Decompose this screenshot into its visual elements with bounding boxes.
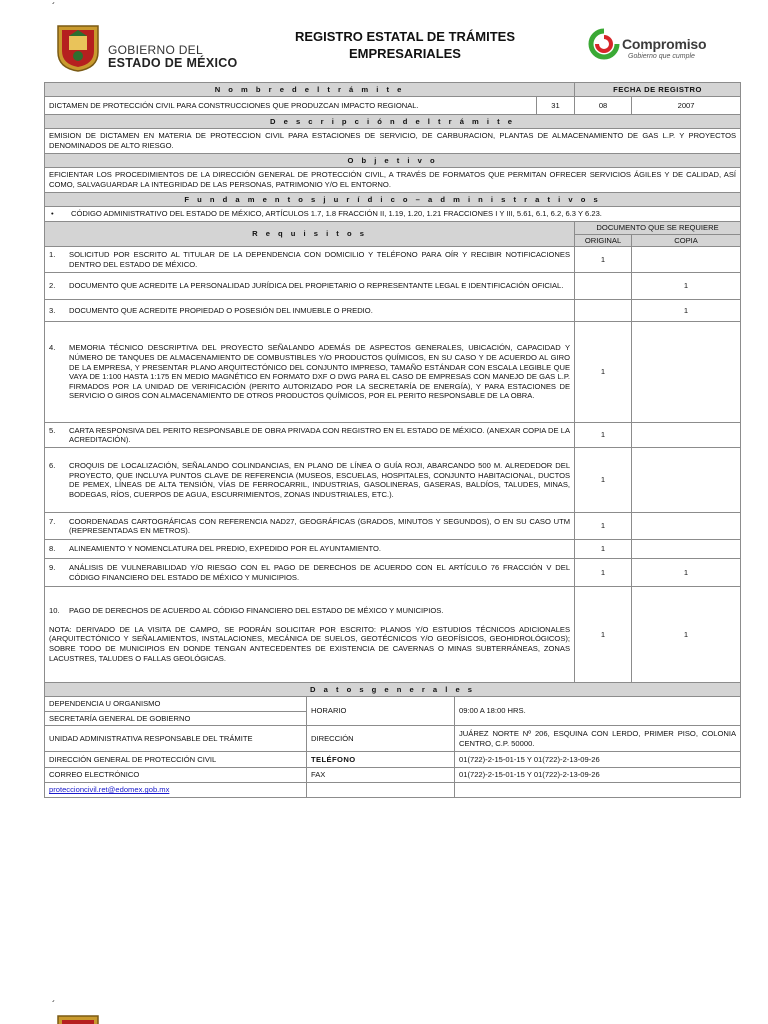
table-row [45,273,741,300]
admin-unit-label: UNIDAD ADMINISTRATIVA RESPONSABLE DEL TRÁMITE [45,726,307,752]
requirement-number: 4. [49,343,56,353]
empty-cell [307,783,455,798]
table-row [45,423,741,448]
column-original: ORIGINAL [575,234,632,247]
title-line-2: EMPRESARIALES [349,46,461,61]
objective-heading: O b j e t i v o [45,154,741,168]
requirement-text: MEMORIA TÉCNICO DESCRIPTIVA DEL PROYECTO SEÑALANDO ADEMÁS DE ASPECTOS GENERALES, UBICACIÓN, CAPACIDAD Y NÚMERO DE TANQUES DE ALMACENAMIENTO DE COMBUSTIBLES Y/O PRODUCTOS QUÍMICOS, EN SU CASO Y DE ACUERDO AL GIRO DE LA EMPRESA, Y PRESENTAR PLANO ARQUITECTÓNICO DEL CONJUNTO IMPRESO, TAMAÑO ESTÁNDAR CON ESCALA LEGIBLE QUE VAYA DE 1:100 HASTA 1:175 EN MEDIO MAGNÉTICO EN FORMATO DXF O DWG PARA EL CASO DE EMPRESAS CON MANEJO DE GAS L.P. FIRMADOS POR LA UNIDAD DE VERIFICACIÓN (PERITO AUTORIZADO POR LA SECRETARÍA DE ENERGÍA), Y PARA ESTACIONES DE SERVICIO O GIROS CON ALMACENAMIENTO DE OTROS PRODUCTOS QUÍMICOS, POR EL PERITO RESPONSABLE DE LA OBRA. [69,343,571,401]
requirement-number: 5. [49,425,56,435]
email-cell [45,783,307,798]
phone-label: TELÉFONO [307,752,455,768]
original-count: 1 [575,423,632,448]
brand-name: Compromiso [622,36,707,52]
document-title [250,28,560,62]
compromiso-logo-icon [588,28,620,60]
email-link[interactable]: proteccioncivil.ret@edomex.gob.mx [49,785,170,795]
address-label: DIRECCIÓN [307,726,455,752]
requirement-text: COORDENADAS CARTOGRÁFICAS CON REFERENCIA NAD27, GEOGRÁFICAS (GRADOS, MINUTOS Y SEGUNDOS), O EN SU CASO UTM (REPRESENTADAS EN METROS). [69,516,571,536]
registration-year: 2007 [632,97,741,115]
requirement-text: CARTA RESPONSIVA DEL PERITO RESPONSABLE DE OBRA PRIVADA CON REGISTRO EN EL ESTADO DE MÉXICO. (ANEXAR COPIA DE LA ACREDITACIÓN). [69,425,571,445]
original-count [575,300,632,322]
table-row [45,559,741,587]
description-heading: D e s c r i p c i ó n d e l t r á m i t e [45,115,741,129]
copy-count [632,540,741,559]
government-line-2: ESTADO DE MÉXICO [108,56,238,70]
fax-label: FAX [307,768,455,783]
requirement-number: 8. [49,544,56,554]
copy-count [632,322,741,423]
schedule-label: HORARIO [307,697,455,726]
agency-label: DEPENDENCIA U ORGANISMO [45,697,307,712]
registration-date-heading: FECHA DE REGISTRO [575,83,741,97]
requirements-heading: R e q u i s i t o s [45,222,575,247]
original-count: 1 [575,559,632,587]
column-copy: COPIA [632,234,741,247]
state-seal-icon-next-page [55,1012,101,1024]
original-count: 1 [575,587,632,683]
requirement-number: 9. [49,563,56,573]
original-count: 1 [575,448,632,513]
original-count: 1 [575,540,632,559]
address-value: JUÁREZ NORTE Nº 206, ESQUINA CON LERDO, PRIMER PISO, COLONIA CENTRO, C.P. 50000. [455,726,741,752]
copy-count [632,513,741,540]
requirement-number: 3. [49,305,56,315]
government-name [108,44,238,70]
copy-count [632,247,741,273]
original-count: 1 [575,322,632,423]
registration-day: 31 [537,97,575,115]
objective-text: EFICIENTAR LOS PROCEDIMIENTOS DE LA DIRECCIÓN GENERAL DE PROTECCIÓN CIVIL, A TRAVÉS DE FORMATOS QUE PERMITAN OFRECER SERVICIOS ÁGILES Y DE CALIDAD, ASÍ COMO, SALVAGUARDAR LA INTEGRIDAD DE LAS PERSONAS, PATRIMONIO Y/O EL ENTORNO. [45,168,741,193]
requirement-text: ALINEAMIENTO Y NOMENCLATURA DEL PREDIO, EXPEDIDO POR EL AYUNTAMIENTO. [69,544,381,554]
legal-basis-text: CÓDIGO ADMINISTRATIVO DEL ESTADO DE MÉXICO, ARTÍCULOS 1.7, 1.8 FRACCIÓN II, 1.19, 1.20, 1.21 FRACCIONES I Y III, 5.61, 6.1, 6.2, 6.3 Y 6.23. [71,209,602,219]
agency-value: SECRETARÍA GENERAL DE GOBIERNO [45,712,307,726]
requirement-text: DOCUMENTO QUE ACREDITE LA PERSONALIDAD JURÍDICA DEL PROPIETARIO O REPRESENTANTE LEGAL E IDENTIFICACIÓN OFICIAL. [69,281,564,291]
form-table [44,82,741,798]
empty-cell [455,783,741,798]
requirement-text: PAGO DE DERECHOS DE ACUERDO AL CÓDIGO FINANCIERO DEL ESTADO DE MÉXICO Y MUNICIPIOS. [69,606,444,616]
bullet-icon: • [51,209,54,219]
corner-mark-next-page: ´ [52,1000,56,1011]
requirement-note: NOTA: DERIVADO DE LA VISITA DE CAMPO, SE PODRÁN SOLICITAR POR ESCRITO: PLANOS Y/O ESTUDIOS TÉCNICOS ADICIONALES (ARQUITECTÓNICO Y SEÑALAMIENTOS, INSTALACIONES, MECÁNICA DE SUELOS, GEOTÉCNICOS Y/O GEOFÍSICOS, GEOHIDROLÓGICOS); SOBRE TODO DE MUNICIPIOS EN DONDE TENGAN ANTECEDENTES DE EXISTENCIA DE CAVERNAS O MINAS SUBTERRÁNEAS, ZONAS LACUSTRES, TALUDES O FALLAS GEOLÓGICAS. [49,624,571,663]
registration-month: 08 [575,97,632,115]
copy-count: 1 [632,273,741,300]
requirement-text: CROQUIS DE LOCALIZACIÓN, SEÑALANDO COLINDANCIAS, EN PLANO DE LÍNEA O GUÍA ROJI, ABARCANDO 500 M. ALREDEDOR DEL PROYECTO, QUE INCLUYA PUNTOS CLAVE DE REFERENCIA (MUSEOS, ESCUELAS, HOSPITALES, CONJUNTO HABITACIONAL, DUCTOS DE PEMEX, LÍNEAS DE ALTA TENSIÓN, VÍAS DE FERROCARRIL, INDUSTRIAS, GASOLINERAS, GASERAS, BALDÍOS, TALUDES, MINAS, BODEGAS, RÍOS, CUERPOS DE AGUA, ESCURRIMIENTOS, ZONAS INDUSTRIALES, ETC.). [69,461,571,499]
copy-count [632,448,741,513]
corner-mark: ´ [52,2,56,13]
requirement-number: 1. [49,250,56,260]
state-seal-icon [55,22,101,72]
table-row [45,540,741,559]
original-count [575,273,632,300]
table-row [45,587,741,683]
requirement-number: 6. [49,461,56,470]
phone-value: 01(722)-2-15-01-15 Y 01(722)-2-13-09-26 [455,752,741,768]
table-row [45,448,741,513]
tramite-name: DICTAMEN DE PROTECCIÓN CIVIL PARA CONSTRUCCIONES QUE PRODUZCAN IMPACTO REGIONAL. [45,97,537,115]
brand-tagline: Gobierno que cumple [628,53,695,60]
email-label: CORREO ELECTRÓNICO [45,768,307,783]
schedule-value: 09:00 A 18:00 HRS. [455,697,741,726]
requirement-text: ANÁLISIS DE VULNERABILIDAD Y/O RIESGO CON EL PAGO DE DERECHOS DE ACUERDO CON EL ARTÍCULO 76 FRACCIÓN V DEL CÓDIGO FINANCIERO DEL ESTADO DE MÉXICO Y MUNICIPIOS. [69,563,571,582]
admin-unit-value: DIRECCIÓN GENERAL DE PROTECCIÓN CIVIL [45,752,307,768]
government-line-1: GOBIERNO DEL [108,43,203,57]
page-header [0,0,768,78]
copy-count [632,423,741,448]
original-count: 1 [575,247,632,273]
copy-count: 1 [632,587,741,683]
table-row [45,513,741,540]
title-line-1: REGISTRO ESTATAL DE TRÁMITES [294,29,516,44]
requirement-number: 2. [49,281,56,291]
description-text: EMISION DE DICTAMEN EN MATERIA DE PROTECCION CIVIL PARA ESTACIONES DE SERVICIO, DE CARBURACION, PLANTAS DE ALMACENAMIENTO DE GAS L.P. Y PROYECTOS DENOMINADOS DE ALTO RIESGO. [45,129,741,154]
original-count: 1 [575,513,632,540]
requirement-text: SOLICITUD POR ESCRITO AL TITULAR DE LA DEPENDENCIA CON DOMICILIO Y TELÉFONO PARA OÍR Y RECIBIR NOTIFICACIONES DENTRO DEL ESTADO DE MÉXICO. [69,250,571,269]
table-row [45,300,741,322]
table-row [45,247,741,273]
legal-basis-row [45,207,741,222]
requirement-text: DOCUMENTO QUE ACREDITE PROPIEDAD O POSESIÓN DEL INMUEBLE O PREDIO. [69,305,373,315]
fax-value: 01(722)-2-15-01-15 Y 01(722)-2-13-09-26 [455,768,741,783]
requirement-number: 10. [49,606,60,616]
legal-basis-heading: F u n d a m e n t o s j u r í d i c o – a d m i n i s t r a t i v o s [45,193,741,207]
required-document-heading: DOCUMENTO QUE SE REQUIERE [575,222,741,235]
table-row [45,322,741,423]
requirement-number: 7. [49,516,56,526]
general-data-heading: D a t o s g e n e r a l e s [45,683,741,697]
copy-count: 1 [632,559,741,587]
copy-count: 1 [632,300,741,322]
tramite-name-heading: N o m b r e d e l t r á m i t e [45,83,575,97]
registration-form [44,82,740,798]
